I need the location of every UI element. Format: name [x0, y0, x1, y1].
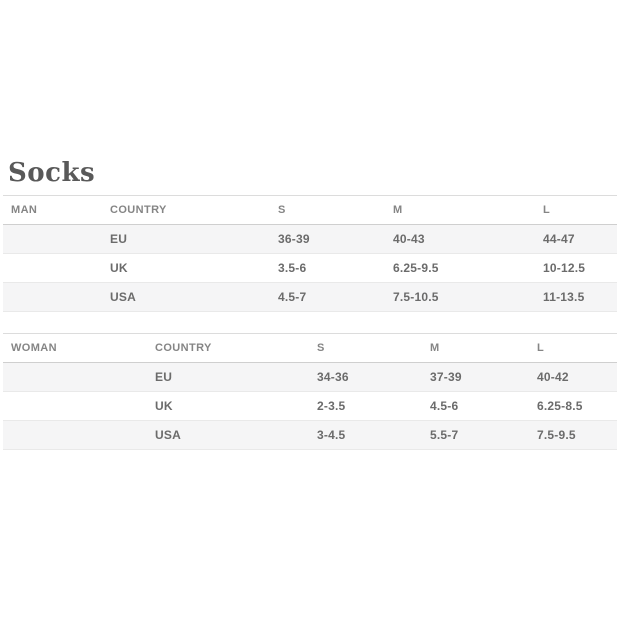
cell-country: USA — [147, 421, 309, 450]
man-header-size-m: M — [385, 196, 535, 225]
cell-country: EU — [147, 363, 309, 392]
table-row — [3, 421, 617, 450]
cell-size-s: 34-36 — [309, 363, 422, 392]
cell-size-l: 44-47 — [535, 225, 617, 254]
table-row — [3, 283, 617, 312]
page-title: Socks — [8, 158, 96, 188]
table-row — [3, 363, 617, 392]
table-row — [3, 254, 617, 283]
woman-header-size-l: L — [529, 334, 617, 363]
cell-country: UK — [102, 254, 270, 283]
cell-size-s: 3.5-6 — [270, 254, 385, 283]
cell-size-m: 40-43 — [385, 225, 535, 254]
size-table-man — [3, 195, 617, 312]
table-row — [3, 392, 617, 421]
cell-size-s: 36-39 — [270, 225, 385, 254]
man-header-country: COUNTRY — [102, 196, 270, 225]
cell-country: UK — [147, 392, 309, 421]
woman-table-header-row — [3, 334, 617, 363]
cell-country: USA — [102, 283, 270, 312]
table-gap — [3, 312, 617, 333]
cell-empty — [3, 421, 147, 450]
man-header-size-l: L — [535, 196, 617, 225]
cell-empty — [3, 283, 102, 312]
cell-size-m: 37-39 — [422, 363, 529, 392]
cell-size-s: 4.5-7 — [270, 283, 385, 312]
cell-empty — [3, 392, 147, 421]
woman-header-size-m: M — [422, 334, 529, 363]
cell-size-m: 5.5-7 — [422, 421, 529, 450]
size-table-woman — [3, 333, 617, 450]
woman-header-size-s: S — [309, 334, 422, 363]
man-table-header-row — [3, 196, 617, 225]
cell-size-m: 7.5-10.5 — [385, 283, 535, 312]
man-header-size-s: S — [270, 196, 385, 225]
cell-size-s: 2-3.5 — [309, 392, 422, 421]
cell-size-l: 10-12.5 — [535, 254, 617, 283]
cell-country: EU — [102, 225, 270, 254]
cell-size-l: 6.25-8.5 — [529, 392, 617, 421]
cell-size-l: 11-13.5 — [535, 283, 617, 312]
cell-size-m: 4.5-6 — [422, 392, 529, 421]
cell-empty — [3, 254, 102, 283]
woman-header-group: WOMAN — [3, 334, 147, 363]
cell-size-s: 3-4.5 — [309, 421, 422, 450]
woman-header-country: COUNTRY — [147, 334, 309, 363]
cell-size-l: 40-42 — [529, 363, 617, 392]
cell-size-m: 6.25-9.5 — [385, 254, 535, 283]
man-header-group: MAN — [3, 196, 102, 225]
cell-size-l: 7.5-9.5 — [529, 421, 617, 450]
cell-empty — [3, 225, 102, 254]
table-row — [3, 225, 617, 254]
cell-empty — [3, 363, 147, 392]
